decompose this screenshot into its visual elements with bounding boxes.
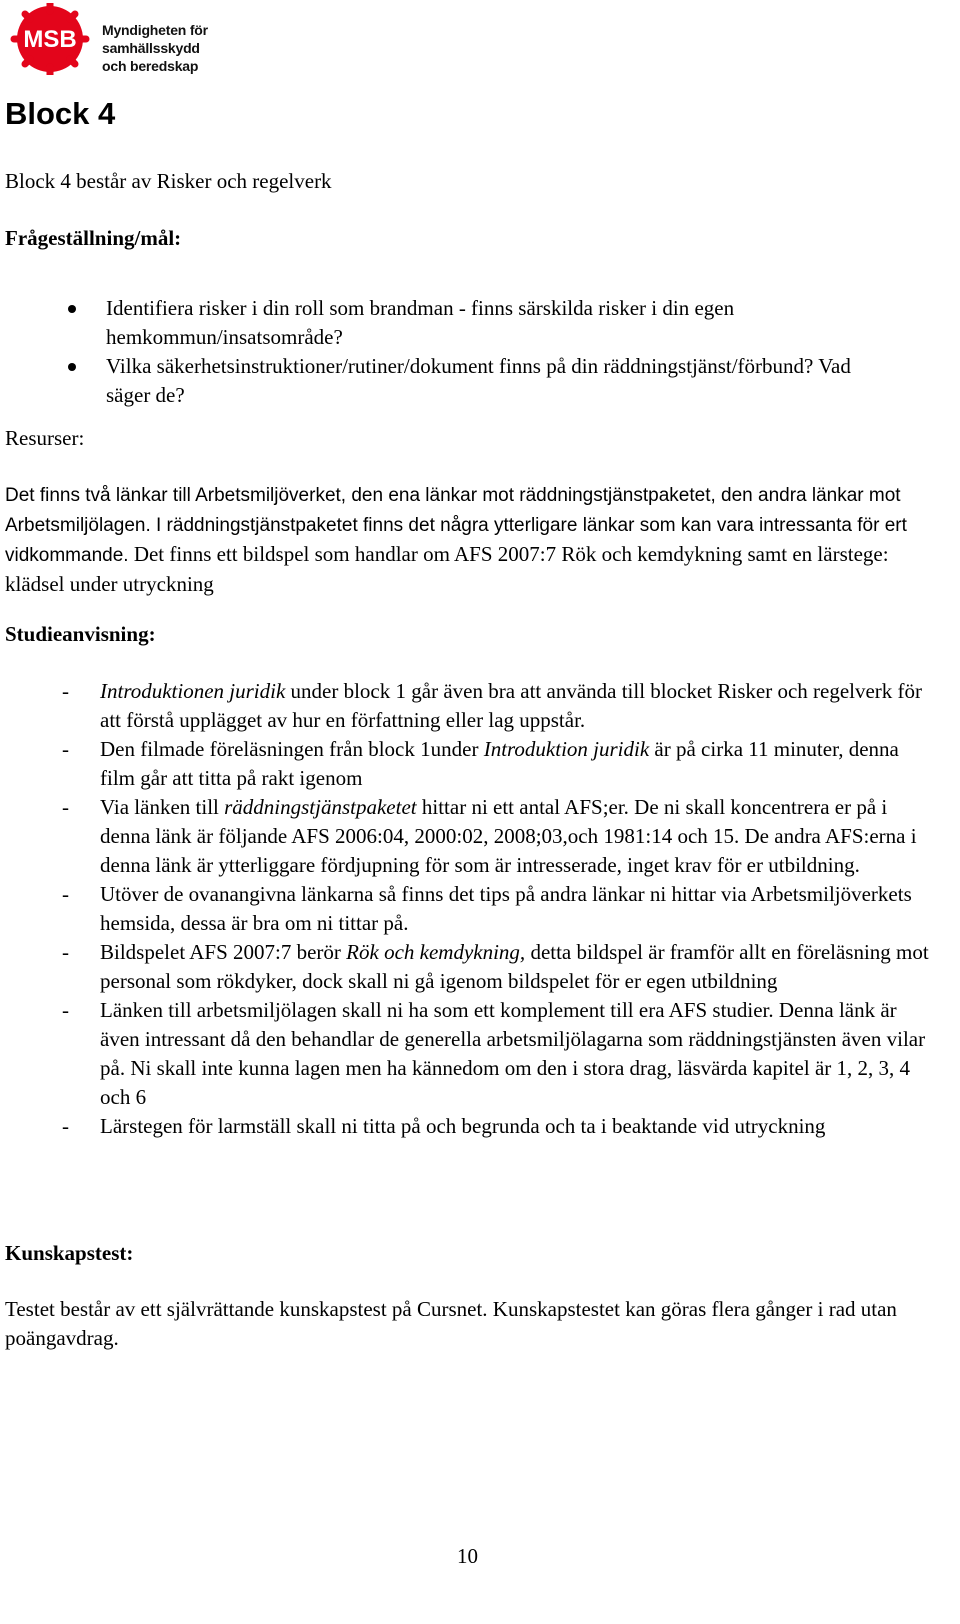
study-heading: Studieanvisning: [5,622,156,646]
intro-text: Block 4 består av Risker och regelverk [5,169,332,193]
list-item: - Lärstegen för larmställ skall ni titta på och begrunda och ta i beaktande vid utryckning [0,1112,935,1141]
list-item: - Utöver de ovanangivna länkarna så finns det tips på andra länkar ni hittar via Arbetsmiljöverkets hemsida, dessa är bra om ni tittar på. [0,880,935,938]
test-text: Testet består av ett självrättande kunskapstest på Cursnet. Kunskapstestet kan göras flera gånger i rad utan poängavdrag. [5,1297,897,1350]
resources-paragraph [5,480,925,599]
logo-agency-name [102,21,208,75]
question-heading: Frågeställning/mål: [5,226,182,250]
msb-logo [4,3,234,75]
study-item-emphasis: Rök och kemdykning, [346,940,526,964]
resources-heading: Resurser: [5,426,85,450]
resources-text-part3: Det finns ett bildspel som handlar om AFS 2007:7 Rök och kemdykning samt en lärstege: klädsel under utryckning [5,542,889,596]
test-heading: Kunskapstest: [5,1241,134,1265]
study-item-emphasis: Introduktionen juridik [100,679,286,703]
list-item: - Introduktionen juridik under block 1 går även bra att använda till blocket Risker och regelverk för att förstå upplägget av hur en författning eller lag uppstår. [0,677,935,735]
logo-name-line-2: samhällsskydd [102,40,200,56]
study-item-emphasis: Introduktion juridik [483,737,650,761]
list-item: - Den filmade föreläsningen från block 1under Introduktion juridik är på cirka 11 minuter, denna film går att titta på rakt igenom [0,735,935,793]
page-number: 10 [457,1544,478,1568]
page-title: Block 4 [5,96,116,131]
logo-mark-text: MSB [23,26,77,53]
list-item: Vilka säkerhetsinstruktioner/rutiner/dokument finns på din räddningstjänst/förbund? Vad säger de? [0,352,900,410]
logo-name-line-1: Myndigheten för [102,22,208,38]
study-item-emphasis: räddningstjänstpaketet [224,795,417,819]
study-instructions-list [0,677,935,1141]
resources-text-part2: I räddningstjänstpaketet finns det några ytterligare länkar som kan vara intressanta för ert vidkommande. [5,515,907,566]
logo-name-line-3: och beredskap [102,58,199,74]
goals-list [0,294,900,410]
list-item: - Länken till arbetsmiljölagen skall ni ha som ett komplement till era AFS studier. Denna länk är även intressant då den behandlar de generella arbetsmiljölagarna som räddningstjänsten även vilar på. Ni skall inte kunna lagen men ha kännedom om den i stora drag, läsvärda kapitel är 1, 2, 3, 4 och 6 [0,996,935,1112]
msb-logo-icon [4,3,96,75]
resources-text-part1: Det finns två länkar till Arbetsmiljöverket, den ena länkar mot räddningstjänstpaketet, den andra länkar mot Arbetsmiljölagen. [5,485,901,536]
list-item: - Bildspelet AFS 2007:7 berör Rök och kemdykning, detta bildspel är framför allt en föreläsning mot personal som rökdyker, dock skall ni gå igenom bildspelet för er egen utbildning [0,938,935,996]
list-item: - Via länken till räddningstjänstpaketet hittar ni ett antal AFS;er. De ni skall koncentrera er på i denna länk är följande AFS 2006:04, 2000:02, 2008;03,och 1981:14 och 15. De andra AFS:erna i denna länk är ytterliggare fördjupning för som är intresserade, inget krav för er utbildning. [0,793,935,880]
list-item: Identifiera risker i din roll som brandman - finns särskilda risker i din egen hemkommun/insatsområde? [0,294,900,352]
